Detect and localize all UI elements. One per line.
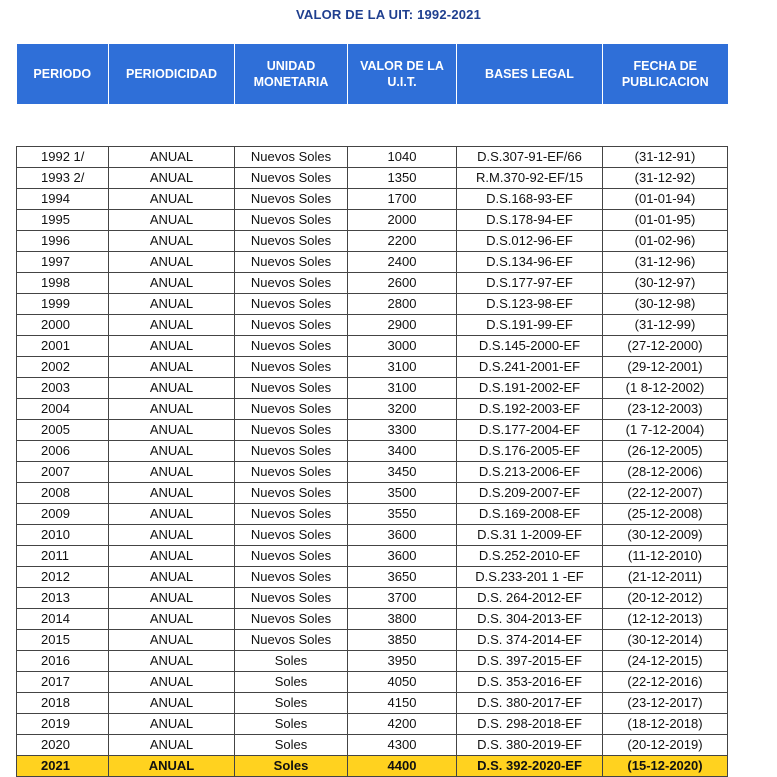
cell-valor: 4200 — [348, 713, 457, 734]
cell-valor: 3500 — [348, 482, 457, 503]
cell-unidad: Nuevos Soles — [235, 566, 348, 587]
cell-periodicidad: ANUAL — [109, 188, 235, 209]
cell-valor: 1350 — [348, 167, 457, 188]
cell-unidad: Nuevos Soles — [235, 461, 348, 482]
cell-periodicidad: ANUAL — [109, 146, 235, 167]
cell-periodo: 2021 — [17, 755, 109, 776]
cell-unidad: Soles — [235, 650, 348, 671]
cell-periodicidad: ANUAL — [109, 398, 235, 419]
cell-fecha: (20-12-2012) — [603, 587, 728, 608]
cell-fecha: (23-12-2017) — [603, 692, 728, 713]
table-row — [17, 587, 728, 608]
cell-fecha: (22-12-2016) — [603, 671, 728, 692]
cell-fecha: (31-12-99) — [603, 314, 728, 335]
cell-periodo: 1999 — [17, 293, 109, 314]
cell-fecha: (26-12-2005) — [603, 440, 728, 461]
cell-periodicidad: ANUAL — [109, 650, 235, 671]
cell-periodicidad: ANUAL — [109, 608, 235, 629]
table-row — [17, 209, 728, 230]
cell-fecha: (01-01-95) — [603, 209, 728, 230]
cell-base: D.S.176-2005-EF — [457, 440, 603, 461]
cell-periodicidad: ANUAL — [109, 482, 235, 503]
cell-unidad: Nuevos Soles — [235, 482, 348, 503]
table-row — [17, 377, 728, 398]
cell-unidad: Nuevos Soles — [235, 503, 348, 524]
cell-unidad: Nuevos Soles — [235, 398, 348, 419]
cell-base: D.S.134-96-EF — [457, 251, 603, 272]
cell-valor: 3400 — [348, 440, 457, 461]
cell-periodo: 2003 — [17, 377, 109, 398]
cell-base: D.S.168-93-EF — [457, 188, 603, 209]
cell-periodicidad: ANUAL — [109, 587, 235, 608]
cell-base: D.S. 264-2012-EF — [457, 587, 603, 608]
table-row — [17, 419, 728, 440]
cell-periodo: 2006 — [17, 440, 109, 461]
cell-base: D.S.145-2000-EF — [457, 335, 603, 356]
cell-fecha: (11-12-2010) — [603, 545, 728, 566]
cell-fecha: (15-12-2020) — [603, 755, 728, 776]
cell-periodo: 2018 — [17, 692, 109, 713]
cell-fecha: (31-12-91) — [603, 146, 728, 167]
cell-fecha: (27-12-2000) — [603, 335, 728, 356]
cell-base: D.S. 304-2013-EF — [457, 608, 603, 629]
cell-unidad: Nuevos Soles — [235, 146, 348, 167]
uit-table — [16, 44, 728, 777]
cell-base: D.S.31 1-2009-EF — [457, 524, 603, 545]
cell-periodo: 2000 — [17, 314, 109, 335]
cell-periodo: 2012 — [17, 566, 109, 587]
cell-periodicidad: ANUAL — [109, 230, 235, 251]
table-row-highlighted — [17, 755, 728, 776]
cell-periodo: 2015 — [17, 629, 109, 650]
cell-base: D.S.177-2004-EF — [457, 419, 603, 440]
cell-valor: 3000 — [348, 335, 457, 356]
cell-valor: 4150 — [348, 692, 457, 713]
table-header — [17, 44, 728, 104]
cell-unidad: Soles — [235, 671, 348, 692]
header-bases-legal: BASES LEGAL — [457, 44, 603, 104]
cell-periodicidad: ANUAL — [109, 545, 235, 566]
cell-valor: 2800 — [348, 293, 457, 314]
table-row — [17, 356, 728, 377]
cell-unidad: Nuevos Soles — [235, 167, 348, 188]
cell-base: D.S.012-96-EF — [457, 230, 603, 251]
cell-unidad: Nuevos Soles — [235, 440, 348, 461]
cell-base: D.S.307-91-EF/66 — [457, 146, 603, 167]
cell-base: D.S. 380-2017-EF — [457, 692, 603, 713]
cell-periodo: 1995 — [17, 209, 109, 230]
header-spacer-row — [17, 104, 728, 146]
cell-fecha: (01-01-94) — [603, 188, 728, 209]
cell-valor: 3550 — [348, 503, 457, 524]
cell-periodicidad: ANUAL — [109, 503, 235, 524]
header-periodicidad: PERIODICIDAD — [109, 44, 235, 104]
cell-base: D.S. 392-2020-EF — [457, 755, 603, 776]
cell-unidad: Nuevos Soles — [235, 419, 348, 440]
cell-periodicidad: ANUAL — [109, 167, 235, 188]
cell-unidad: Nuevos Soles — [235, 188, 348, 209]
cell-fecha: (29-12-2001) — [603, 356, 728, 377]
cell-unidad: Nuevos Soles — [235, 251, 348, 272]
cell-periodo: 2010 — [17, 524, 109, 545]
cell-periodo: 2014 — [17, 608, 109, 629]
cell-base: D.S. 353-2016-EF — [457, 671, 603, 692]
cell-base: D.S.169-2008-EF — [457, 503, 603, 524]
cell-valor: 3100 — [348, 356, 457, 377]
cell-fecha: (12-12-2013) — [603, 608, 728, 629]
cell-valor: 3100 — [348, 377, 457, 398]
cell-base: D.S.177-97-EF — [457, 272, 603, 293]
cell-periodo: 1994 — [17, 188, 109, 209]
cell-periodicidad: ANUAL — [109, 272, 235, 293]
table-row — [17, 461, 728, 482]
cell-base: D.S.233-201 1 -EF — [457, 566, 603, 587]
cell-unidad: Soles — [235, 755, 348, 776]
cell-base: D.S.209-2007-EF — [457, 482, 603, 503]
cell-periodicidad: ANUAL — [109, 314, 235, 335]
cell-unidad: Soles — [235, 713, 348, 734]
cell-base: D.S. 397-2015-EF — [457, 650, 603, 671]
cell-base: D.S.241-2001-EF — [457, 356, 603, 377]
cell-periodicidad: ANUAL — [109, 524, 235, 545]
table-row — [17, 440, 728, 461]
table-row — [17, 566, 728, 587]
cell-fecha: (22-12-2007) — [603, 482, 728, 503]
cell-periodicidad: ANUAL — [109, 209, 235, 230]
cell-fecha: (21-12-2011) — [603, 566, 728, 587]
cell-periodo: 2017 — [17, 671, 109, 692]
cell-fecha: (30-12-97) — [603, 272, 728, 293]
cell-periodicidad: ANUAL — [109, 734, 235, 755]
cell-periodicidad: ANUAL — [109, 377, 235, 398]
cell-periodo: 2005 — [17, 419, 109, 440]
cell-valor: 2400 — [348, 251, 457, 272]
cell-periodicidad: ANUAL — [109, 335, 235, 356]
cell-periodo: 2008 — [17, 482, 109, 503]
table-row — [17, 293, 728, 314]
cell-unidad: Nuevos Soles — [235, 524, 348, 545]
cell-base: D.S.191-2002-EF — [457, 377, 603, 398]
cell-valor: 2200 — [348, 230, 457, 251]
cell-periodicidad: ANUAL — [109, 356, 235, 377]
cell-periodicidad: ANUAL — [109, 713, 235, 734]
cell-base: D.S.123-98-EF — [457, 293, 603, 314]
cell-periodicidad: ANUAL — [109, 293, 235, 314]
cell-valor: 3450 — [348, 461, 457, 482]
cell-periodo: 1997 — [17, 251, 109, 272]
table-row — [17, 188, 728, 209]
table-row — [17, 692, 728, 713]
cell-base: D.S.191-99-EF — [457, 314, 603, 335]
table-row — [17, 608, 728, 629]
cell-valor: 1040 — [348, 146, 457, 167]
cell-unidad: Nuevos Soles — [235, 356, 348, 377]
cell-base: D.S. 374-2014-EF — [457, 629, 603, 650]
cell-periodicidad: ANUAL — [109, 755, 235, 776]
table-row — [17, 251, 728, 272]
cell-unidad: Nuevos Soles — [235, 314, 348, 335]
cell-fecha: (25-12-2008) — [603, 503, 728, 524]
table-row — [17, 230, 728, 251]
cell-fecha: (20-12-2019) — [603, 734, 728, 755]
table-row — [17, 713, 728, 734]
cell-unidad: Nuevos Soles — [235, 545, 348, 566]
table-row — [17, 167, 728, 188]
cell-periodicidad: ANUAL — [109, 440, 235, 461]
cell-valor: 2900 — [348, 314, 457, 335]
cell-periodo: 1992 1/ — [17, 146, 109, 167]
table-row — [17, 503, 728, 524]
table-row — [17, 671, 728, 692]
cell-periodo: 2016 — [17, 650, 109, 671]
cell-periodo: 2002 — [17, 356, 109, 377]
cell-periodicidad: ANUAL — [109, 671, 235, 692]
cell-periodo: 2009 — [17, 503, 109, 524]
header-fecha-publicacion: FECHA DE PUBLICACION — [603, 44, 728, 104]
cell-base: D.S. 298-2018-EF — [457, 713, 603, 734]
cell-periodo: 1996 — [17, 230, 109, 251]
cell-fecha: (01-02-96) — [603, 230, 728, 251]
cell-periodo: 2013 — [17, 587, 109, 608]
cell-unidad: Nuevos Soles — [235, 272, 348, 293]
cell-base: D.S.192-2003-EF — [457, 398, 603, 419]
cell-fecha: (1 7-12-2004) — [603, 419, 728, 440]
cell-base: D.S. 380-2019-EF — [457, 734, 603, 755]
cell-fecha: (18-12-2018) — [603, 713, 728, 734]
table-row — [17, 398, 728, 419]
cell-valor: 4050 — [348, 671, 457, 692]
page-title: VALOR DE LA UIT: 1992-2021 — [295, 7, 482, 22]
cell-periodicidad: ANUAL — [109, 251, 235, 272]
cell-valor: 2000 — [348, 209, 457, 230]
cell-unidad: Nuevos Soles — [235, 209, 348, 230]
cell-unidad: Nuevos Soles — [235, 293, 348, 314]
cell-unidad: Soles — [235, 734, 348, 755]
cell-periodicidad: ANUAL — [109, 629, 235, 650]
cell-unidad: Nuevos Soles — [235, 335, 348, 356]
cell-periodo: 2004 — [17, 398, 109, 419]
cell-unidad: Nuevos Soles — [235, 608, 348, 629]
table-body — [17, 104, 728, 776]
cell-periodo: 2011 — [17, 545, 109, 566]
cell-base: R.M.370-92-EF/15 — [457, 167, 603, 188]
cell-valor: 3650 — [348, 566, 457, 587]
cell-fecha: (23-12-2003) — [603, 398, 728, 419]
cell-periodo: 1998 — [17, 272, 109, 293]
cell-valor: 3600 — [348, 545, 457, 566]
cell-fecha: (30-12-2014) — [603, 629, 728, 650]
cell-periodo: 2020 — [17, 734, 109, 755]
table-row — [17, 524, 728, 545]
table-row — [17, 545, 728, 566]
cell-valor: 4400 — [348, 755, 457, 776]
uit-table-container — [16, 44, 727, 777]
cell-base: D.S.178-94-EF — [457, 209, 603, 230]
cell-valor: 3600 — [348, 524, 457, 545]
cell-fecha: (31-12-92) — [603, 167, 728, 188]
cell-periodicidad: ANUAL — [109, 419, 235, 440]
header-valor-uit: VALOR DE LA U.I.T. — [348, 44, 457, 104]
cell-periodo: 2001 — [17, 335, 109, 356]
cell-base: D.S.252-2010-EF — [457, 545, 603, 566]
cell-valor: 3850 — [348, 629, 457, 650]
cell-fecha: (1 8-12-2002) — [603, 377, 728, 398]
cell-periodicidad: ANUAL — [109, 692, 235, 713]
cell-fecha: (24-12-2015) — [603, 650, 728, 671]
footnote-cutoff — [14, 733, 774, 738]
cell-periodicidad: ANUAL — [109, 566, 235, 587]
header-periodo: PERIODO — [17, 44, 109, 104]
cell-fecha: (30-12-2009) — [603, 524, 728, 545]
table-row — [17, 650, 728, 671]
table-row — [17, 335, 728, 356]
cell-valor: 3800 — [348, 608, 457, 629]
cell-unidad: Nuevos Soles — [235, 230, 348, 251]
cell-periodo: 2007 — [17, 461, 109, 482]
cell-valor: 2600 — [348, 272, 457, 293]
cell-fecha: (31-12-96) — [603, 251, 728, 272]
cell-unidad: Soles — [235, 692, 348, 713]
cell-periodicidad: ANUAL — [109, 461, 235, 482]
cell-valor: 3700 — [348, 587, 457, 608]
header-unidad-monetaria: UNIDAD MONETARIA — [235, 44, 348, 104]
table-row — [17, 272, 728, 293]
cell-valor: 3950 — [348, 650, 457, 671]
cell-base: D.S.213-2006-EF — [457, 461, 603, 482]
cell-periodo: 1993 2/ — [17, 167, 109, 188]
table-row — [17, 629, 728, 650]
cell-fecha: (30-12-98) — [603, 293, 728, 314]
cell-valor: 4300 — [348, 734, 457, 755]
cell-valor: 1700 — [348, 188, 457, 209]
cell-unidad: Nuevos Soles — [235, 587, 348, 608]
cell-unidad: Nuevos Soles — [235, 377, 348, 398]
cell-valor: 3200 — [348, 398, 457, 419]
table-row — [17, 146, 728, 167]
table-row — [17, 482, 728, 503]
cell-valor: 3300 — [348, 419, 457, 440]
table-row — [17, 314, 728, 335]
cell-unidad: Nuevos Soles — [235, 629, 348, 650]
cell-fecha: (28-12-2006) — [603, 461, 728, 482]
cell-periodo: 2019 — [17, 713, 109, 734]
